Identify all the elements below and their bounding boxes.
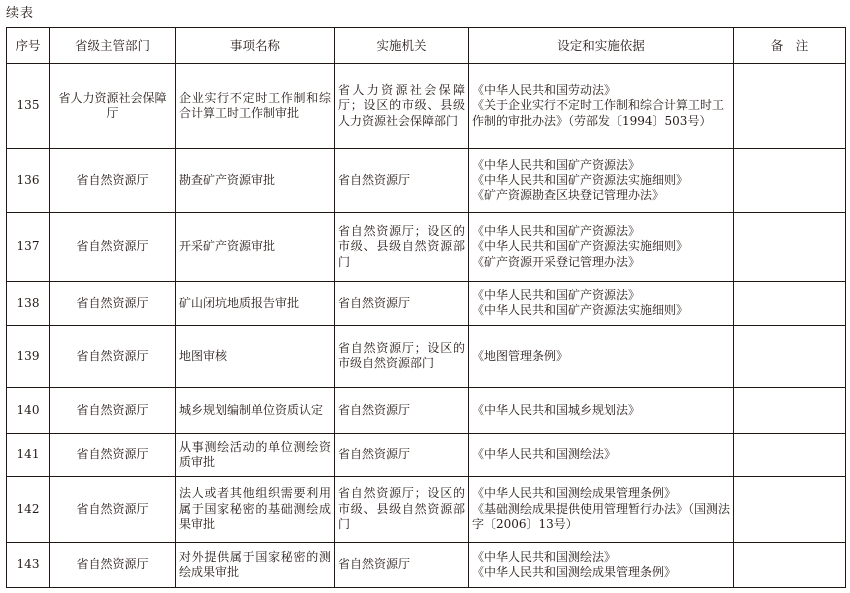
department-cell: 省自然资源厅 <box>50 542 176 587</box>
table-row <box>7 476 846 542</box>
table-body <box>7 64 846 588</box>
header-item-name: 事项名称 <box>176 28 335 64</box>
header-legal-basis: 设定和实施依据 <box>469 28 734 64</box>
serial-number-cell: 139 <box>7 325 50 387</box>
remarks-cell <box>734 433 846 476</box>
item-name-cell: 对外提供属于国家秘密的测绘成果审批 <box>176 542 335 587</box>
department-cell: 省自然资源厅 <box>50 387 176 433</box>
remarks-cell <box>734 325 846 387</box>
legal-basis-line: 《中华人民共和国矿产资源法》 <box>472 223 641 238</box>
header-supervising-department: 省级主管部门 <box>50 28 176 64</box>
item-name-cell: 地图审核 <box>176 325 335 387</box>
agency-cell: 省自然资源厅；设区的市级、县级自然资源部门 <box>335 476 469 542</box>
header-row <box>7 28 846 64</box>
legal-basis-line: 《中华人民共和国测绘成果管理条例》 <box>472 486 677 501</box>
department-cell: 省自然资源厅 <box>50 433 176 476</box>
serial-number-cell: 137 <box>7 212 50 281</box>
legal-basis-cell <box>469 387 734 433</box>
item-name-cell: 城乡规划编制单位资质认定 <box>176 387 335 433</box>
agency-cell: 省自然资源厅 <box>335 433 469 476</box>
remarks-cell <box>734 476 846 542</box>
legal-basis-line: 《关于企业实行不定时工作制和综合计算工时工作制的审批办法》（劳部发〔1994〕503号） <box>472 98 725 128</box>
item-name-cell: 企业实行不定时工作制和综合计算工时工作制审批 <box>176 64 335 149</box>
serial-number-cell: 140 <box>7 387 50 433</box>
agency-cell: 省自然资源厅；设区的市级自然资源部门 <box>335 325 469 387</box>
legal-basis-line: 《中华人民共和国测绘成果管理条例》 <box>472 564 677 579</box>
legal-basis-line: 《中华人民共和国矿产资源法实施细则》 <box>472 239 689 254</box>
legal-basis-cell <box>469 325 734 387</box>
item-name-cell: 矿山闭坑地质报告审批 <box>176 281 335 325</box>
table-row <box>7 212 846 281</box>
legal-basis-cell <box>469 433 734 476</box>
remarks-cell <box>734 542 846 587</box>
department-cell: 省自然资源厅 <box>50 149 176 213</box>
item-name-cell: 法人或者其他组织需要利用属于国家秘密的基础测绘成果审批 <box>176 476 335 542</box>
remarks-cell <box>734 149 846 213</box>
serial-number-cell: 136 <box>7 149 50 213</box>
legal-basis-line: 《中华人民共和国测绘法》 <box>472 447 617 462</box>
legal-basis-cell <box>469 476 734 542</box>
item-name-cell: 从事测绘活动的单位测绘资质审批 <box>176 433 335 476</box>
agency-cell: 省自然资源厅；设区的市级、县级自然资源部门 <box>335 212 469 281</box>
table-row <box>7 387 846 433</box>
agency-cell: 省自然资源厅 <box>335 149 469 213</box>
legal-basis-line: 《矿产资源开采登记管理办法》 <box>472 254 641 269</box>
legal-basis-line: 《矿产资源勘查区块登记管理办法》 <box>472 188 665 203</box>
department-cell: 省自然资源厅 <box>50 476 176 542</box>
item-name-cell: 勘查矿产资源审批 <box>176 149 335 213</box>
serial-number-cell: 135 <box>7 64 50 149</box>
remarks-cell <box>734 212 846 281</box>
department-cell: 省人力资源社会保障厅 <box>50 64 176 149</box>
serial-number-cell: 141 <box>7 433 50 476</box>
serial-number-cell: 142 <box>7 476 50 542</box>
serial-number-cell: 138 <box>7 281 50 325</box>
approval-items-table <box>6 27 846 588</box>
department-cell: 省自然资源厅 <box>50 281 176 325</box>
table-row <box>7 542 846 587</box>
legal-basis-cell <box>469 542 734 587</box>
remarks-cell <box>734 64 846 149</box>
header-implementing-agency: 实施机关 <box>335 28 469 64</box>
legal-basis-line: 《中华人民共和国矿产资源法实施细则》 <box>472 172 689 187</box>
department-cell: 省自然资源厅 <box>50 212 176 281</box>
header-serial-number: 序号 <box>7 28 50 64</box>
table-header <box>7 28 846 64</box>
legal-basis-line: 《中华人民共和国测绘法》 <box>472 549 617 564</box>
remarks-cell <box>734 281 846 325</box>
legal-basis-cell <box>469 212 734 281</box>
legal-basis-line: 《中华人民共和国矿产资源法》 <box>472 288 641 302</box>
department-cell: 省自然资源厅 <box>50 325 176 387</box>
agency-cell: 省自然资源厅 <box>335 387 469 433</box>
table-row <box>7 281 846 325</box>
continuation-label: 续表 <box>6 6 35 21</box>
legal-basis-cell <box>469 281 734 325</box>
legal-basis-line: 《中华人民共和国城乡规划法》 <box>472 402 641 417</box>
legal-basis-cell <box>469 64 734 149</box>
serial-number-cell: 143 <box>7 542 50 587</box>
agency-cell: 省人力资源社会保障厅；设区的市级、县级人力资源社会保障部门 <box>335 64 469 149</box>
table-row <box>7 64 846 149</box>
legal-basis-line: 《基础测绘成果提供使用管理暂行办法》（国测法字〔2006〕13号） <box>472 501 731 532</box>
legal-basis-line: 《地图管理条例》 <box>472 348 569 363</box>
legal-basis-line: 《中华人民共和国矿产资源法实施细则》 <box>472 303 689 318</box>
header-remarks: 备 注 <box>734 28 846 64</box>
legal-basis-line: 《中华人民共和国劳动法》 <box>472 83 617 98</box>
table-row <box>7 149 846 213</box>
remarks-cell <box>734 387 846 433</box>
agency-cell: 省自然资源厅 <box>335 542 469 587</box>
legal-basis-cell <box>469 149 734 213</box>
table-row <box>7 433 846 476</box>
table-row <box>7 325 846 387</box>
item-name-cell: 开采矿产资源审批 <box>176 212 335 281</box>
agency-cell: 省自然资源厅 <box>335 281 469 325</box>
legal-basis-line: 《中华人民共和国矿产资源法》 <box>472 157 641 172</box>
